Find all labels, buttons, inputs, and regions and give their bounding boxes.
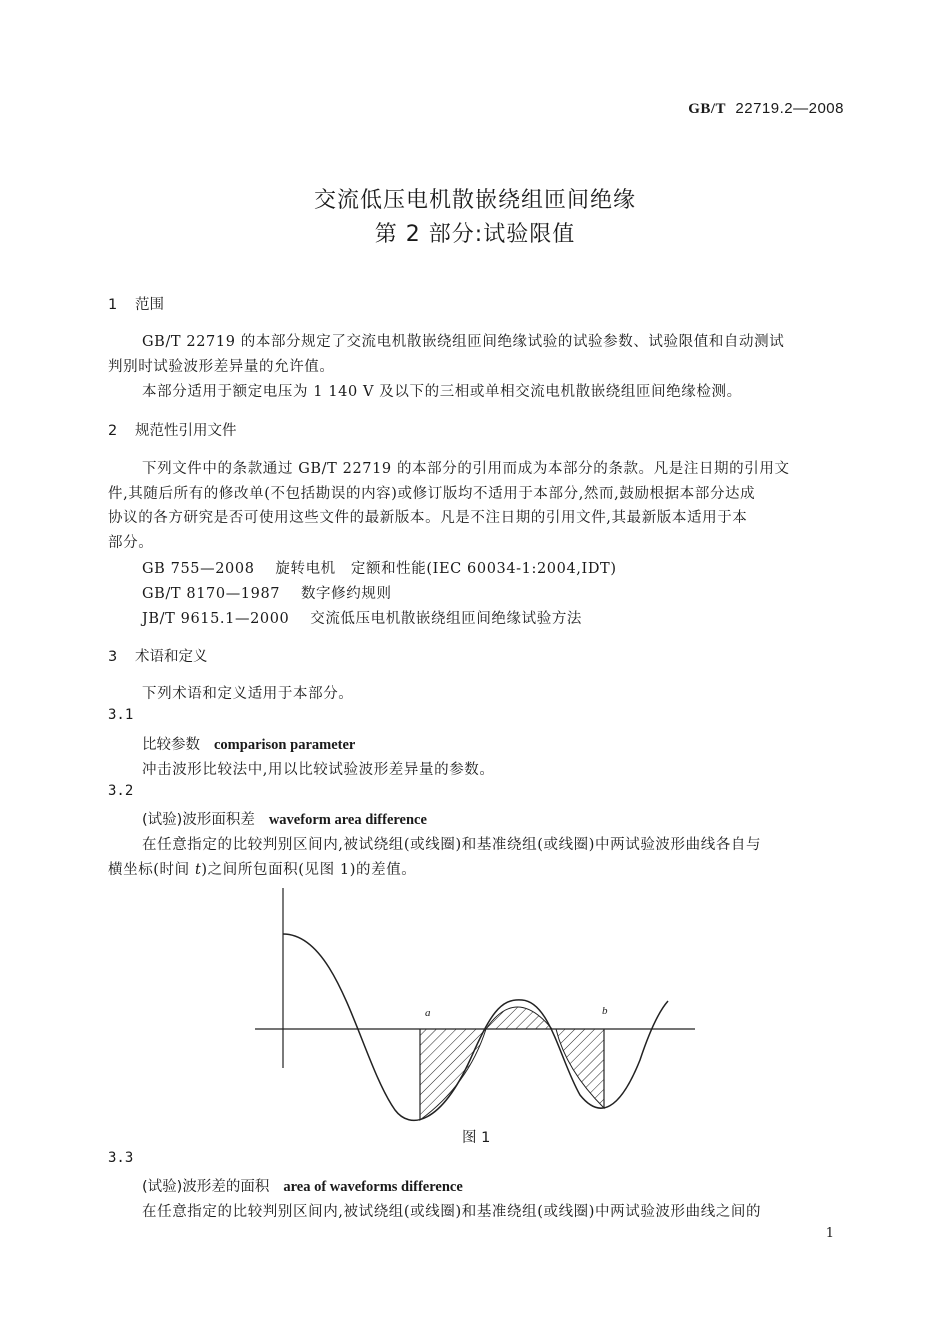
clause-number: 3.2 <box>108 783 134 799</box>
figure-caption: 图 1 <box>462 1130 491 1146</box>
refs-intro-line3: 协议的各方研究是否可使用这些文件的最新版本。凡是不注日期的引用文件,其最新版本适用于本 <box>108 510 748 526</box>
section-number: 3 <box>108 649 118 665</box>
document-title-line2: 第 2 部分:试验限值 <box>374 222 576 247</box>
def-text: 横坐标(时间 <box>108 862 195 878</box>
reference-title: 数字修约规则 <box>300 586 392 602</box>
term-definition-line1: 在任意指定的比较判别区间内,被试绕组(或线圈)和基准绕组(或线圈)中两试验波形曲线各自与 <box>142 837 762 853</box>
reference-title: 旋转电机 定额和性能(IEC 60034-1:2004,IDT) <box>275 561 617 577</box>
scope-para1-line1: GB/T 22719 的本部分规定了交流电机散嵌绕组匝间绝缘试验的试验参数、试验限值和自动测试 <box>142 334 785 350</box>
section-number: 1 <box>108 297 118 313</box>
term-english: comparison parameter <box>214 737 356 753</box>
section-title: 术语和定义 <box>135 649 208 665</box>
term-english: area of waveforms difference <box>283 1179 463 1195</box>
scope-para2: 本部分适用于额定电压为 1 140 V 及以下的三相或单相交流电机散嵌绕组匝间绝缘检测。 <box>142 384 742 400</box>
clause-number: 3.1 <box>108 707 134 723</box>
refs-intro-line1: 下列文件中的条款通过 GB/T 22719 的本部分的引用而成为本部分的条款。凡是注日期的引用文 <box>142 461 790 477</box>
term-chinese: (试验)波形差的面积 <box>142 1179 270 1195</box>
section-title: 范围 <box>135 297 164 313</box>
term-chinese: (试验)波形面积差 <box>142 812 255 828</box>
page-number: 1 <box>825 1226 834 1241</box>
refs-intro-line2: 件,其随后所有的修改单(不包括勘误的内容)或修订版均不适用于本部分,然而,鼓励根据本部分达成 <box>108 486 756 502</box>
hatched-area-difference <box>420 1007 604 1120</box>
refs-intro-line4: 部分。 <box>108 535 154 551</box>
waveform-curve <box>283 934 668 1120</box>
reference-code: GB/T 8170—1987 <box>142 586 281 602</box>
term-entry <box>142 1175 463 1196</box>
standard-prefix: GB/T <box>688 101 727 117</box>
def-text: )之间所包面积(见图 1)的差值。 <box>201 862 417 878</box>
section-title: 规范性引用文件 <box>135 423 237 439</box>
term-definition-line1: 在任意指定的比较判别区间内,被试绕组(或线圈)和基准绕组(或线圈)中两试验波形曲线之间的 <box>142 1204 762 1220</box>
hatch-region-2 <box>486 1007 552 1029</box>
scope-para1-line2: 判别时试验波形差异量的允许值。 <box>108 359 335 375</box>
document-title-line1: 交流低压电机散嵌绕组匝间绝缘 <box>313 188 636 213</box>
terms-intro: 下列术语和定义适用于本部分。 <box>142 686 354 702</box>
boundary-b-label: b <box>602 1005 608 1017</box>
clause-number: 3.3 <box>108 1150 134 1166</box>
term-chinese: 比较参数 <box>142 737 200 753</box>
hatch-region-1 <box>420 1029 486 1120</box>
reference-code: GB 755—2008 <box>142 561 255 577</box>
time-variable: t <box>194 862 202 878</box>
section-number: 2 <box>108 423 118 439</box>
reference-title: 交流低压电机散嵌绕组匝间绝缘试验方法 <box>310 611 583 627</box>
term-english: waveform area difference <box>268 812 427 828</box>
reference-code: JB/T 9615.1—2000 <box>142 611 290 627</box>
boundary-a-label: a <box>425 1007 431 1019</box>
standard-code: 22719.2—2008 <box>735 100 844 117</box>
term-definition: 冲击波形比较法中,用以比较试验波形差异量的参数。 <box>142 762 495 778</box>
